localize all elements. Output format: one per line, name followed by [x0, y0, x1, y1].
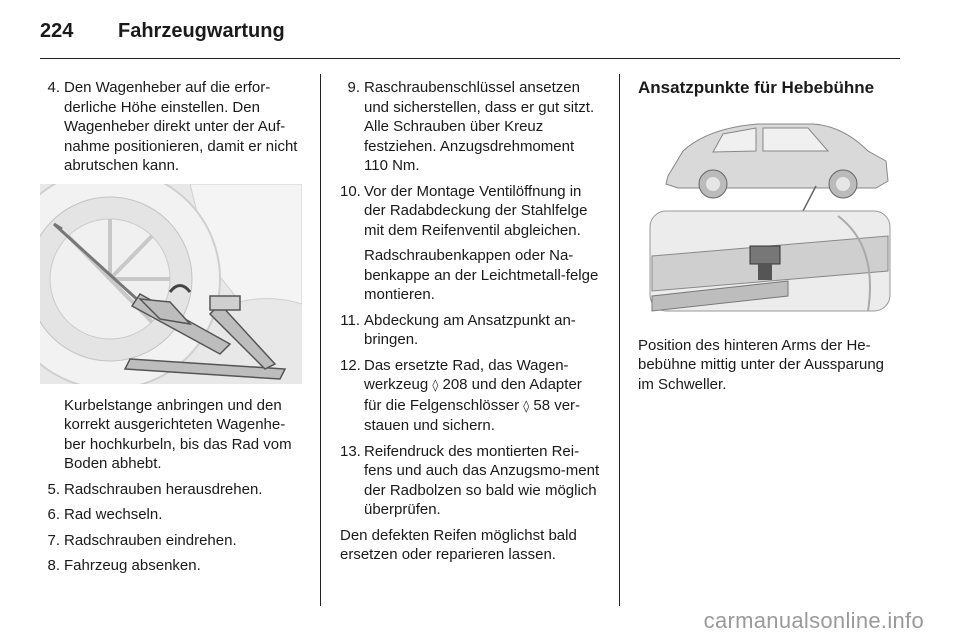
jack-illustration: [40, 184, 302, 384]
closing-text: Den defekten Reifen möglichst bald ersetzen oder reparieren lassen.: [340, 526, 577, 563]
list-item: 7. Radschrauben eindrehen.: [47, 531, 237, 549]
page-title: Fahrzeugwartung: [118, 20, 285, 42]
list-item: 13. Reifendruck des montierten Rei-fens und auch das Anzugsmo-ment der Radbolzen so bald wie möglich überprüfen.: [340, 442, 600, 518]
figure-caption: Position des hinteren Arms der He-bebühne mittig unter der Aussparung im Schweller.: [638, 336, 884, 393]
list-item: 6. Rad wechseln.: [47, 506, 163, 523]
page-ref-icon: ◊: [432, 378, 439, 392]
list-item: 9. Raschraubenschlüssel ansetzen und sicherstellen, dass er gut sitzt. Alle Schrauben über Kreuz festziehen. Anzugsdrehmoment 110 Nm.: [347, 79, 595, 174]
list-item: 10. Vor der Montage Ventilöffnung in der Radabdeckung der Stahlfelge mit dem Reifenventil abgleichen.: [340, 182, 588, 239]
figure-caption: Kurbelstange anbringen und den korrekt ausgerichteten Wagenhe-ber hochkurbeln, bis das Rad vom Boden abhebt.: [64, 396, 292, 472]
header-rule: [40, 58, 900, 59]
column-3: [638, 78, 900, 400]
list-item: 4. Den Wagenheber auf die erfor-derliche Höhe einstellen. Den Wagenheber direkt unter der Auf-nahme positionieren, damit er nicht abrutschen kann.: [47, 79, 298, 174]
page-header: [40, 20, 285, 43]
note-text: Radschraubenkappen oder Na-benkappe an der Leichtmetall-felge montieren.: [364, 247, 599, 303]
list-item: 11. Abdeckung am Ansatzpunkt an-bringen.: [340, 311, 576, 348]
column-2: [340, 78, 602, 571]
watermark: carmanualsonline.info: [703, 608, 924, 633]
list-item: 12. Das ersetzte Rad, das Wagen-werkzeug ◊ 208 und den Adapter für die Felgenschlösser ◊ 58 ver-stauen und sichern.: [340, 356, 582, 434]
page-number: 224: [40, 20, 74, 42]
column-divider-2: [619, 74, 620, 606]
page-ref-link[interactable]: 58: [533, 396, 551, 414]
page-ref-icon: ◊: [523, 398, 530, 413]
column-1: [40, 78, 302, 582]
column-divider-1: [320, 74, 321, 606]
list-item: 8. Fahrzeug absenken.: [47, 557, 201, 574]
list-item: 5. Radschrauben herausdrehen.: [47, 480, 263, 498]
section-heading: Ansatzpunkte für Hebebühne: [638, 78, 875, 97]
page-ref-link[interactable]: 208: [442, 376, 468, 393]
lift-point-illustration: [638, 106, 900, 324]
